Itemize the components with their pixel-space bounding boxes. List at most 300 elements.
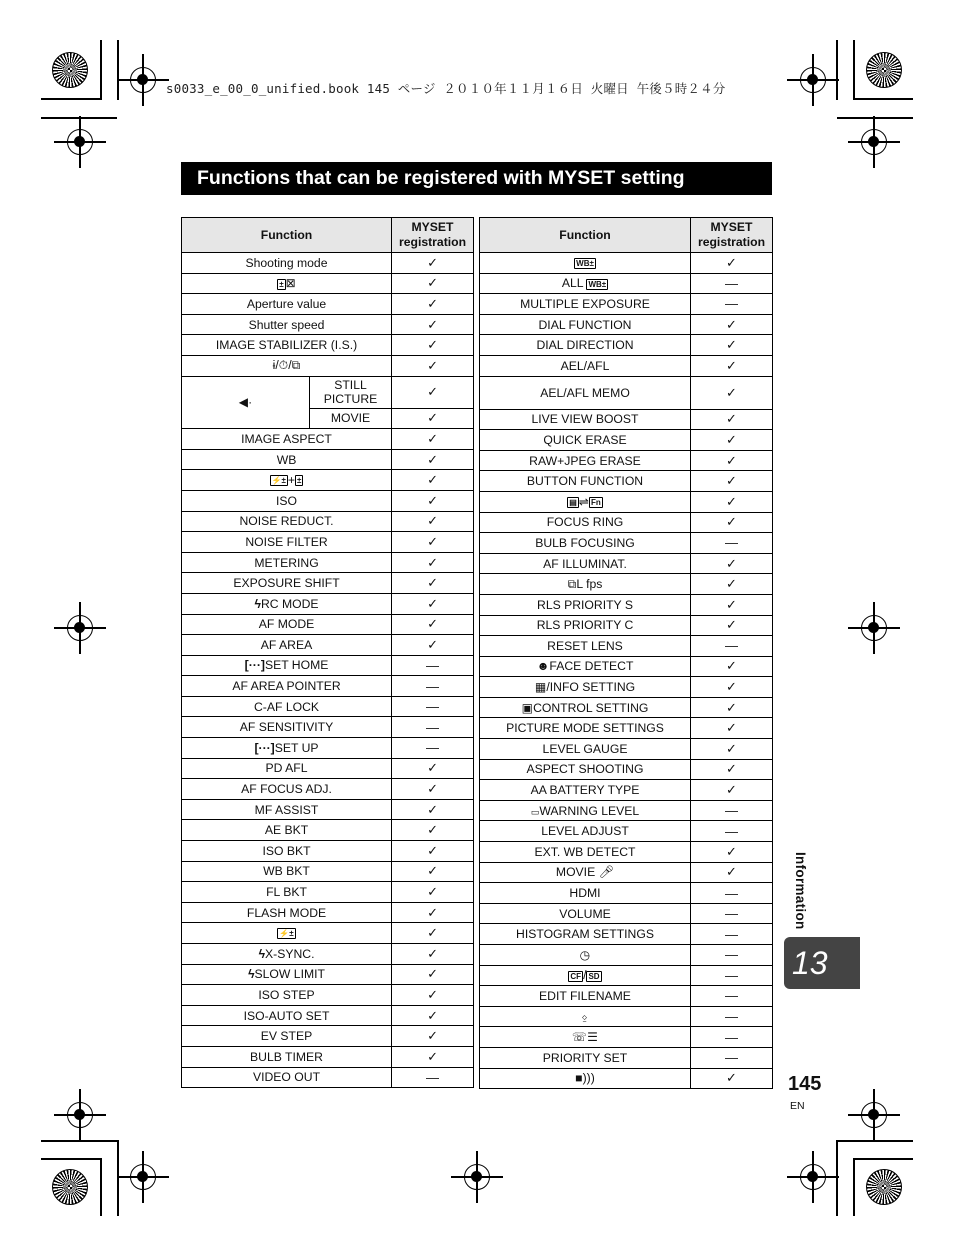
registration-cell <box>691 924 773 945</box>
function-cell <box>480 294 691 315</box>
crop-mark <box>836 40 838 100</box>
function-label: AEL/AFL MEMO <box>540 385 630 400</box>
table-row <box>182 985 474 1006</box>
registration-mark-value: — <box>725 947 738 963</box>
table-row <box>182 655 474 676</box>
table-row <box>480 986 773 1007</box>
function-label: L fps <box>576 576 603 591</box>
table-row <box>480 253 773 274</box>
table-row <box>182 964 474 985</box>
function-cell <box>480 800 691 821</box>
table-row <box>480 409 773 430</box>
function-cell <box>480 945 691 966</box>
print-header: s0033_e_00_0_unified.book 145 ページ ２０１０年１１月１６日 火曜日 午後５時２４分 <box>166 81 726 96</box>
flash-icon: ϟ <box>258 946 266 961</box>
registration-cell <box>691 335 773 356</box>
registration-mark-value: ✓ <box>427 945 438 961</box>
registration-cell <box>392 861 474 882</box>
microphone-icon: 🎤︎ <box>598 865 615 880</box>
registration-mark-value: — <box>725 296 738 312</box>
function-label: PICTURE MODE SETTINGS <box>506 721 664 736</box>
registration-mark-value: ✓ <box>427 822 438 838</box>
af-target-icon: [···] <box>244 658 265 673</box>
function-label: AF FOCUS ADJ. <box>241 782 332 797</box>
function-cell <box>480 615 691 636</box>
registration-cell <box>691 594 773 615</box>
registration-mark-value: ✓ <box>427 533 438 549</box>
table-row <box>182 799 474 820</box>
registration-cell <box>392 820 474 841</box>
table-row <box>182 273 474 294</box>
registration-cell <box>691 903 773 924</box>
function-label: AE BKT <box>264 823 309 838</box>
function-label: FL BKT <box>266 885 307 900</box>
function-cell <box>182 593 392 614</box>
table-row <box>480 615 773 636</box>
function-cell <box>480 409 691 430</box>
function-cell <box>182 779 392 800</box>
function-cell <box>182 758 392 779</box>
registration-cell <box>392 882 474 903</box>
registration-mark-value: ✓ <box>427 357 438 373</box>
function-label: ISO STEP <box>258 987 315 1002</box>
function-label: NOISE REDUCT. <box>239 514 334 529</box>
function-label: WB BKT <box>263 864 310 879</box>
crop-mark <box>853 1158 913 1160</box>
flash-icon: ϟ <box>254 596 261 611</box>
registration-mark-value: — <box>426 699 440 715</box>
registration-cell <box>392 696 474 717</box>
function-label: HISTOGRAM SETTINGS <box>516 927 654 942</box>
function-label: RLS PRIORITY S <box>537 597 633 612</box>
table-row <box>182 779 474 800</box>
function-label: FACE DETECT <box>549 659 634 674</box>
function-label: WB <box>276 452 297 467</box>
registration-mark-value: ✓ <box>427 430 438 446</box>
function-subcell <box>310 376 392 408</box>
registration-mark-value: — <box>725 906 738 922</box>
registration-mark <box>861 1102 887 1128</box>
registration-mark-value: ✓ <box>427 884 438 900</box>
registration-cell <box>691 842 773 863</box>
registration-mark-value: — <box>725 1050 738 1066</box>
table-row <box>182 1046 474 1067</box>
registration-mark-value: — <box>426 719 440 735</box>
flash-comp-icon: ⚡± <box>279 929 294 939</box>
sd-card-icon: SD <box>588 971 600 981</box>
registration-mark <box>800 1164 826 1190</box>
table-row <box>480 821 773 842</box>
clock-icon: ◷ <box>579 947 591 962</box>
function-label: ISO <box>276 493 297 508</box>
table-row <box>182 490 474 511</box>
table-row <box>182 902 474 923</box>
table-row <box>182 717 474 738</box>
table-row <box>182 253 474 274</box>
table-row <box>182 1026 474 1047</box>
function-label: QUICK ERASE <box>543 432 627 447</box>
registration-cell <box>691 1006 773 1027</box>
registration-cell <box>392 923 474 944</box>
registration-mark-value: — <box>426 1069 440 1085</box>
function-cell <box>182 738 392 759</box>
registration-cell <box>392 593 474 614</box>
table-row <box>480 924 773 945</box>
crop-mark <box>853 1158 855 1216</box>
registration-cell <box>392 532 474 553</box>
registration-mark-value: ✓ <box>726 254 737 270</box>
table-row <box>182 676 474 697</box>
registration-mark-value: ✓ <box>726 617 737 633</box>
page-title: Functions that can be registered with MYSET setting <box>181 162 772 195</box>
function-label: IMAGE STABILIZER (I.S.) <box>215 338 358 353</box>
function-cell <box>182 799 392 820</box>
registration-mark-value: ✓ <box>427 925 438 941</box>
table-row <box>182 861 474 882</box>
registration-mark-value: ✓ <box>427 842 438 858</box>
registration-mark-value: — <box>426 740 440 756</box>
registration-cell <box>691 800 773 821</box>
registration-cell <box>691 533 773 554</box>
table-row <box>182 532 474 553</box>
registration-mark-value: ✓ <box>427 410 438 426</box>
function-cell <box>480 924 691 945</box>
crop-mark <box>837 117 913 119</box>
function-label: LIVE VIEW BOOST <box>531 412 639 427</box>
function-cell <box>182 573 392 594</box>
function-label: WARNING LEVEL <box>539 803 640 818</box>
registration-mark-value: ✓ <box>726 411 737 427</box>
registration-cell <box>691 574 773 595</box>
registration-mark-value: — <box>725 988 738 1004</box>
table-row <box>182 696 474 717</box>
function-cell <box>480 739 691 760</box>
registration-mark-value: ✓ <box>726 384 737 400</box>
registration-mark <box>464 1164 490 1190</box>
registration-mark-value: — <box>725 803 738 819</box>
function-label: AF MODE <box>258 617 315 632</box>
table-row <box>480 883 773 904</box>
function-label: Shutter speed <box>248 317 325 332</box>
function-cell <box>182 470 392 491</box>
table-row <box>480 335 773 356</box>
registration-mark-value: — <box>725 967 738 983</box>
table-row <box>182 1067 474 1088</box>
function-label: AF AREA POINTER <box>232 679 341 694</box>
registration-mark <box>130 67 156 93</box>
table-row <box>480 636 773 657</box>
function-label: IMAGE ASPECT <box>241 431 332 446</box>
registration-cell <box>392 429 474 450</box>
function-cell <box>480 355 691 376</box>
table-row <box>480 533 773 554</box>
function-cell <box>182 696 392 717</box>
function-label: SET HOME <box>264 658 329 673</box>
registration-cell <box>392 717 474 738</box>
cf-card-icon: CF <box>570 971 582 981</box>
table-row <box>480 903 773 924</box>
function-label: AF SENSITIVITY <box>239 720 334 735</box>
registration-cell <box>392 470 474 491</box>
function-label: EXPOSURE SHIFT <box>233 576 340 591</box>
registration-cell <box>691 1068 773 1089</box>
table-row <box>480 594 773 615</box>
registration-cell <box>691 430 773 451</box>
function-label: X-SYNC. <box>265 946 315 961</box>
registration-cell <box>691 471 773 492</box>
crop-mark <box>853 98 913 100</box>
registration-mark-value: ✓ <box>726 555 737 571</box>
registration-mark-value: ✓ <box>427 337 438 353</box>
crop-mark <box>117 40 119 100</box>
function-label: FLASH MODE <box>246 905 327 920</box>
language-icon: ☏☰ <box>571 1030 599 1045</box>
function-cell <box>182 376 310 429</box>
function-cell <box>480 450 691 471</box>
registration-mark <box>67 615 93 641</box>
function-cell <box>182 532 392 553</box>
function-cell <box>480 1047 691 1068</box>
function-label: EXT. WB DETECT <box>534 844 636 859</box>
registration-cell <box>691 294 773 315</box>
table-row <box>182 355 474 376</box>
function-label: PRIORITY SET <box>542 1050 628 1065</box>
registration-mark-value: ✓ <box>726 1070 737 1086</box>
registration-mark <box>130 1164 156 1190</box>
registration-mark-value: ✓ <box>427 966 438 982</box>
registration-cell <box>691 862 773 883</box>
column-header-function: Function <box>182 218 392 253</box>
table-row <box>480 862 773 883</box>
function-label: LEVEL GAUGE <box>542 741 628 756</box>
table-row <box>480 697 773 718</box>
function-cell <box>480 1006 691 1027</box>
registration-cell <box>392 376 474 408</box>
registration-cell <box>392 253 474 274</box>
table-row <box>182 593 474 614</box>
language-code: EN <box>790 1100 805 1112</box>
registration-cell <box>392 738 474 759</box>
function-cell <box>480 883 691 904</box>
registration-mark-value: ✓ <box>726 720 737 736</box>
table-row <box>480 273 773 294</box>
function-cell <box>182 964 392 985</box>
function-cell <box>480 780 691 801</box>
function-cell <box>480 677 691 698</box>
registration-mark-value: ✓ <box>427 254 438 270</box>
function-cell <box>182 253 392 274</box>
registration-mark-value: ✓ <box>726 357 737 373</box>
function-cell <box>480 314 691 335</box>
registration-cell <box>691 615 773 636</box>
function-label: AA BATTERY TYPE <box>530 783 640 798</box>
function-label: AF AREA <box>260 637 313 652</box>
function-cell <box>480 903 691 924</box>
function-cell <box>480 533 691 554</box>
function-cell <box>182 1005 392 1026</box>
registration-cell <box>392 511 474 532</box>
function-label: LEVEL ADJUST <box>541 824 629 839</box>
registration-mark-value: — <box>725 1029 738 1045</box>
function-cell <box>182 335 392 356</box>
function-label: AEL/AFL <box>560 358 610 373</box>
registration-cell <box>392 799 474 820</box>
table-row <box>182 314 474 335</box>
function-label: DIAL FUNCTION <box>538 317 632 332</box>
color-target-mark <box>866 1169 902 1205</box>
registration-mark-value: ✓ <box>427 451 438 467</box>
registration-mark-value: ✓ <box>427 554 438 570</box>
function-label: BUTTON FUNCTION <box>526 474 644 489</box>
function-cell <box>480 574 691 595</box>
function-label: MF ASSIST <box>254 802 319 817</box>
function-label: ⏱/⧉ <box>278 358 301 373</box>
registration-mark-value: ✓ <box>427 801 438 817</box>
function-label: DIAL DIRECTION <box>536 338 634 353</box>
menu-icon: Fn <box>591 498 601 508</box>
registration-cell <box>392 294 474 315</box>
table-row <box>480 759 773 780</box>
registration-cell <box>392 985 474 1006</box>
registration-mark-value: ✓ <box>427 1028 438 1044</box>
registration-cell <box>392 335 474 356</box>
registration-cell <box>392 449 474 470</box>
function-label: ISO-AUTO SET <box>243 1008 330 1023</box>
function-cell <box>480 491 691 512</box>
function-label: C-AF LOCK <box>254 699 320 714</box>
registration-cell <box>392 779 474 800</box>
function-label: SET UP <box>274 740 319 755</box>
registration-mark-value: ✓ <box>726 493 737 509</box>
function-cell <box>182 511 392 532</box>
table-row <box>182 738 474 759</box>
registration-cell <box>691 986 773 1007</box>
function-cell <box>182 314 392 335</box>
table-row <box>182 376 474 408</box>
registration-cell <box>691 491 773 512</box>
registration-mark-value: ✓ <box>427 384 438 400</box>
function-label: EV STEP <box>260 1029 313 1044</box>
registration-mark-value: — <box>426 657 440 673</box>
beep-icon: ■))) <box>575 1071 595 1086</box>
registration-mark <box>861 129 887 155</box>
registration-mark-value: ✓ <box>427 595 438 611</box>
function-cell <box>480 471 691 492</box>
table-row <box>182 923 474 944</box>
registration-cell <box>691 759 773 780</box>
table-row <box>480 718 773 739</box>
crop-mark <box>100 40 102 100</box>
function-label: EDIT FILENAME <box>539 988 631 1003</box>
drive-mode-icon: ⧉ <box>567 576 577 591</box>
registration-cell <box>691 697 773 718</box>
registration-mark-value: ✓ <box>726 431 737 447</box>
af-target-icon: [···] <box>254 740 275 755</box>
column-header-myset: MYSET registration <box>691 218 773 253</box>
table-row <box>182 429 474 450</box>
function-cell <box>480 335 691 356</box>
function-label: ISO BKT <box>262 843 311 858</box>
page-number: 145 <box>788 1073 822 1095</box>
color-target-mark <box>52 1169 88 1205</box>
display-grid-icon: ▦ <box>534 680 547 695</box>
registration-mark-value: — <box>725 926 738 942</box>
function-label: RLS PRIORITY C <box>536 618 634 633</box>
registration-mark-value: — <box>725 275 738 291</box>
function-cell <box>480 253 691 274</box>
registration-cell <box>691 677 773 698</box>
function-cell <box>480 862 691 883</box>
color-target-mark <box>52 52 88 88</box>
registration-mark-value: ✓ <box>726 658 737 674</box>
table-row <box>480 842 773 863</box>
registration-mark-value: ✓ <box>427 863 438 879</box>
crop-mark <box>837 1140 913 1142</box>
function-label: HDMI <box>569 886 601 901</box>
function-cell <box>182 923 392 944</box>
registration-cell <box>691 821 773 842</box>
stabilizer-icon: ɨ <box>272 358 276 373</box>
function-label: PD AFL <box>265 761 308 776</box>
registration-cell <box>691 273 773 294</box>
function-cell <box>182 985 392 1006</box>
table-row <box>480 1006 773 1027</box>
registration-mark-value: ✓ <box>726 473 737 489</box>
table-row <box>480 945 773 966</box>
function-cell <box>480 1027 691 1048</box>
table-row <box>182 1005 474 1026</box>
table-row <box>182 882 474 903</box>
table-row <box>182 335 474 356</box>
table-row <box>182 470 474 491</box>
table-row <box>182 573 474 594</box>
function-cell <box>480 430 691 451</box>
registration-mark-value: ✓ <box>726 740 737 756</box>
function-cell <box>182 655 392 676</box>
registration-mark <box>800 67 826 93</box>
registration-cell <box>691 718 773 739</box>
exposure-comp-icon: ± <box>279 279 284 289</box>
function-label: FOCUS RING <box>546 515 624 530</box>
registration-mark <box>861 615 887 641</box>
registration-cell <box>691 965 773 986</box>
function-label: ⇌ <box>578 494 589 509</box>
registration-mark-value: ✓ <box>427 295 438 311</box>
function-label: CONTROL SETTING <box>533 700 649 715</box>
registration-cell <box>691 1027 773 1048</box>
crop-mark <box>853 40 855 100</box>
registration-mark-value: ✓ <box>726 452 737 468</box>
function-cell <box>480 512 691 533</box>
function-cell: ɨ/⏱/⧉ <box>182 355 392 376</box>
function-cell <box>480 656 691 677</box>
table-row <box>182 758 474 779</box>
table-row <box>480 553 773 574</box>
function-cell <box>182 882 392 903</box>
registration-mark-value: — <box>725 1009 738 1025</box>
myset-table-left <box>181 217 474 1088</box>
registration-mark-value: ✓ <box>427 781 438 797</box>
table-row <box>182 449 474 470</box>
function-cell <box>480 821 691 842</box>
function-label: VOLUME <box>559 906 611 921</box>
function-label: RAW+JPEG ERASE <box>529 453 641 468</box>
table-row <box>182 552 474 573</box>
function-subcell <box>310 408 392 429</box>
table-row <box>480 574 773 595</box>
function-cell <box>182 429 392 450</box>
table-row <box>182 944 474 965</box>
